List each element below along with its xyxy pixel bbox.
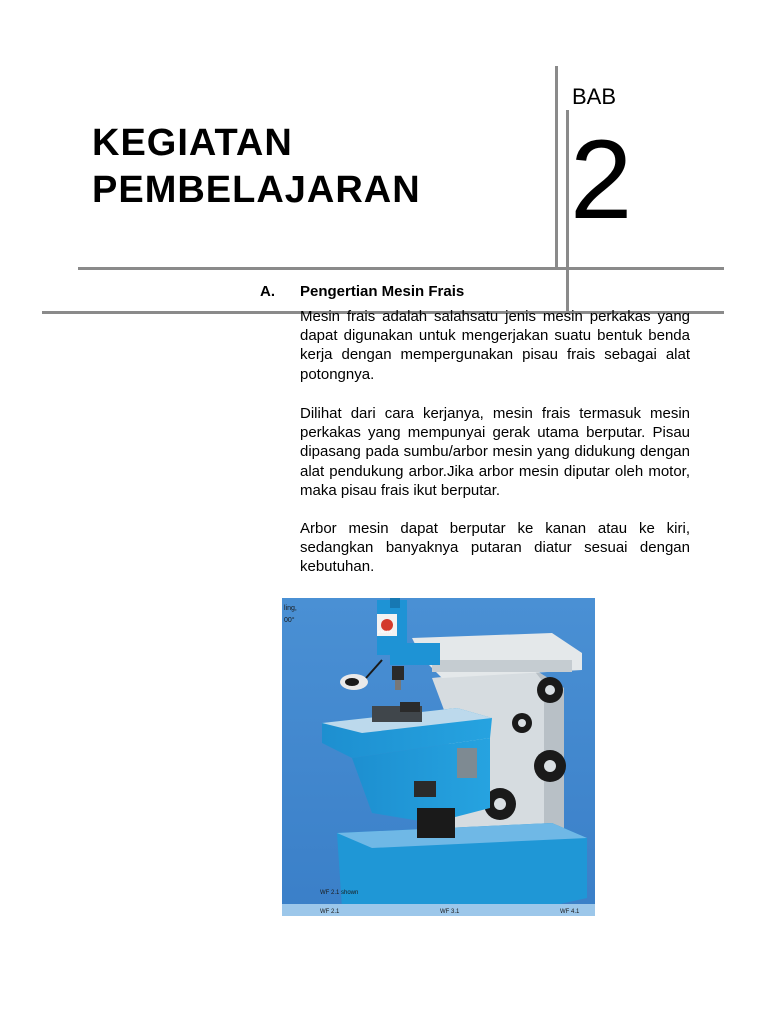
title-line-1: KEGIATAN (92, 122, 293, 164)
chapter-title (92, 120, 421, 214)
bab-label: BAB (572, 84, 617, 109)
caption-shown: WF 2.1 shown (320, 890, 359, 896)
paragraph-3: Arbor mesin dapat berputar ke kanan atau ke kiri, sedangkan banyaknya putaran diatur sesuai dengan kebutuhan. (300, 520, 690, 576)
corner-text-1: ling, (284, 605, 297, 612)
model-label-2: WF 3.1 (440, 909, 460, 915)
milling-machine-photo (282, 598, 595, 916)
model-label-3: WF 4.1 (560, 909, 580, 915)
paragraph-1: Mesin frais adalah salahsatu jenis mesin perkakas yang dapat digunakan untuk mengerjakan suatu bentuk benda kerja dengan mempergunakan pisau frais sebagai alat potongnya. (300, 308, 690, 383)
horizontal-rule-top (78, 267, 724, 270)
section-title: Pengertian Mesin Frais (300, 283, 465, 300)
section-letter: A. (260, 283, 275, 300)
paragraph-2: Dilihat dari cara kerjanya, mesin frais termasuk mesin perkakas yang mempunyai gerak utama berputar. Pisau dipasang pada sumbu/arbor mesin yang didukung dengan alat pendukung arbor.Jika arbor mesin diputar oleh motor, maka pisau frais ikut berputar. (300, 405, 690, 499)
corner-text-2: 00° (284, 617, 295, 624)
vertical-rule-left (555, 66, 558, 269)
bab-number: 2 (570, 117, 633, 242)
title-line-2: PEMBELAJARAN (92, 169, 421, 211)
model-label-1: WF 2.1 (320, 909, 340, 915)
vertical-rule-right (566, 110, 569, 312)
machine-logo: KNUTH (378, 629, 392, 634)
